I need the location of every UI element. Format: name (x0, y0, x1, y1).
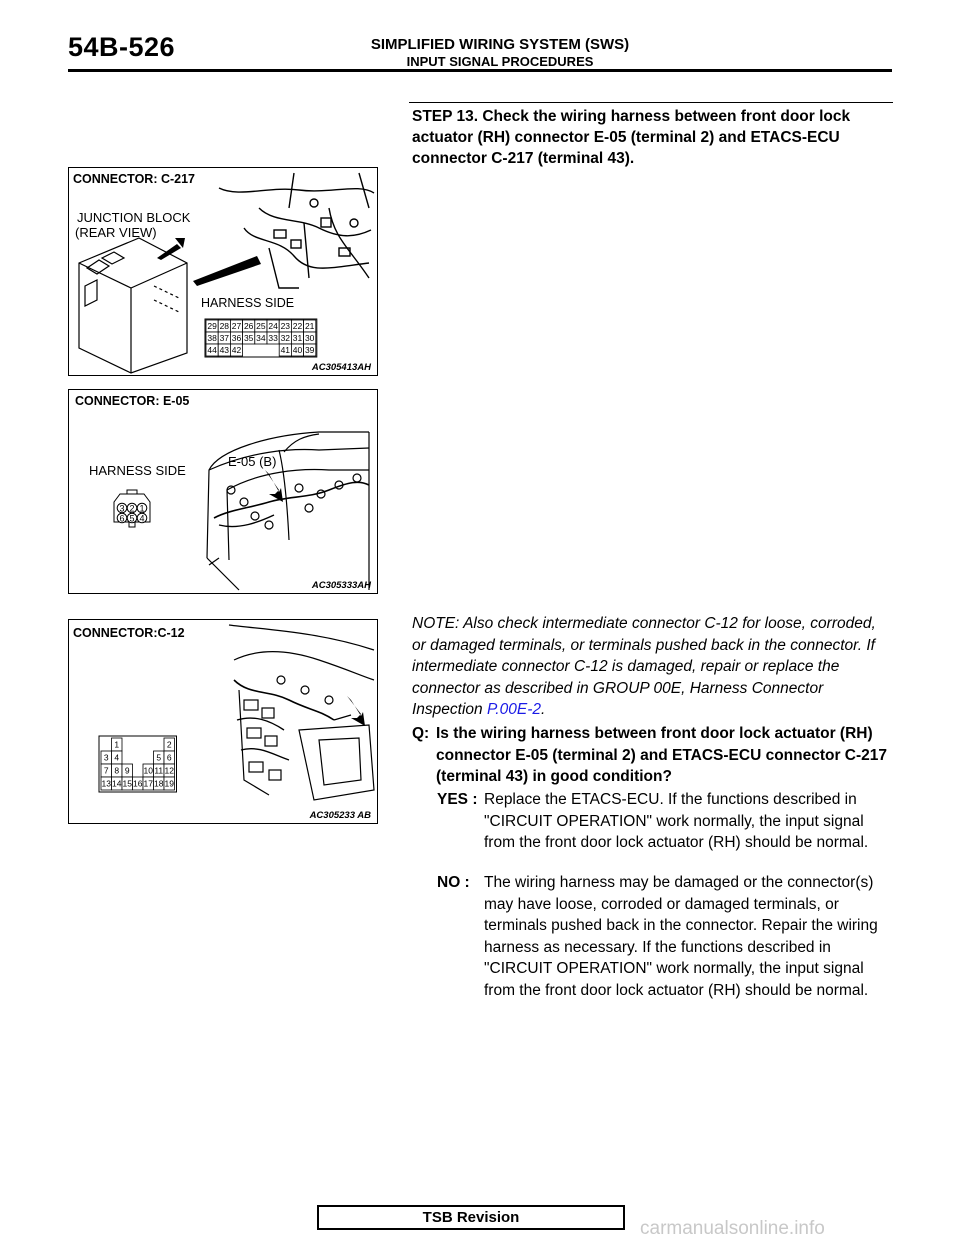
pin-number: 17 (143, 778, 153, 789)
answer-no-text: The wiring harness may be damaged or the connector(s) may have loose, corroded or damaged terminals, or terminals pushed back in the connector. Repair the wiring harness as necessary. If the functions described in "CIRCUIT OPERATION" work normally, the input signal from the front door lock actuator (RH) should be normal. (484, 874, 878, 999)
rear-view-callout: (REAR VIEW) (75, 225, 157, 240)
pin-number: 26 (243, 321, 254, 331)
answer-yes-label: YES : (437, 791, 478, 808)
pin-number: 12 (164, 765, 174, 776)
figure-code-c12: AC305233 AB (309, 810, 371, 821)
connector-label-e05: CONNECTOR: E-05 (75, 394, 190, 408)
figure-code-c217: AC305413AH (311, 362, 371, 373)
pin-number: 2 (166, 739, 172, 750)
pin-number: 30 (304, 333, 315, 343)
pin-number: 5 (129, 513, 135, 524)
answer-no (412, 872, 892, 1001)
section-title: SIMPLIFIED WIRING SYSTEM (SWS) (370, 36, 630, 53)
pin-number: 16 (133, 778, 143, 789)
note-paragraph (412, 613, 892, 721)
page-number: 54B-526 (68, 32, 176, 62)
question-block (412, 723, 892, 788)
section-subtitle: INPUT SIGNAL PROCEDURES (406, 54, 594, 69)
pin-number: 8 (114, 765, 120, 776)
harness-side-label: HARNESS SIDE (89, 463, 186, 478)
pin-number: 35 (243, 333, 254, 343)
pin-number: 6 (119, 513, 125, 524)
pin-number: 36 (231, 333, 242, 343)
pin-number: 13 (101, 778, 111, 789)
pin-number: 22 (292, 321, 303, 331)
pin-number: 4 (139, 513, 145, 524)
pin-number: 28 (219, 321, 230, 331)
pin-number: 29 (207, 321, 217, 331)
pin-number: 11 (154, 765, 164, 776)
pin-number: 6 (166, 752, 172, 763)
pin-number: 9 (124, 765, 130, 776)
pin-number: 10 (143, 765, 153, 776)
answer-no-label: NO : (437, 874, 470, 891)
step-rule (409, 102, 893, 103)
pin-number: 15 (122, 778, 132, 789)
pin-number: 5 (156, 752, 162, 763)
answer-yes (412, 789, 892, 854)
pin-number: 34 (256, 333, 266, 343)
junction-block-callout: JUNCTION BLOCK (77, 210, 191, 225)
pin-number: 38 (207, 333, 217, 343)
connector-c12-pin-grid (99, 736, 177, 792)
figure-code-e05: AC305333AH (311, 580, 371, 591)
connector-label-c217: CONNECTOR: C-217 (73, 172, 196, 186)
pin-number: 24 (268, 321, 278, 331)
connector-label-c12: CONNECTOR:C-12 (73, 626, 185, 640)
connector-e05-pin-grid (117, 503, 147, 523)
note-text: NOTE: Also check intermediate connector C-12 for loose, corroded, or damaged terminals, or terminals pushed back in the connector. If intermediate connector C-12 is damaged, repair or replace the connector as described in GROUP 00E, Harness Connector Inspection (412, 615, 876, 718)
harness-side-label: HARNESS SIDE (201, 296, 295, 310)
pin-number: 37 (219, 333, 230, 343)
tsb-revision-box: TSB Revision (317, 1205, 625, 1230)
pin-number: 25 (256, 321, 266, 331)
pin-number: 7 (103, 765, 109, 776)
pin-number: 43 (219, 345, 230, 355)
pin-number: 27 (231, 321, 242, 331)
answer-yes-text: Replace the ETACS-ECU. If the functions described in "CIRCUIT OPERATION" work normally, the input signal from the front door lock actuator (RH) should be normal. (484, 791, 869, 851)
pin-number: 44 (207, 345, 217, 355)
inspection-link[interactable]: P.00E-2 (486, 701, 541, 718)
e05-callout: E-05 (B) (228, 454, 277, 469)
pin-number: 31 (292, 333, 303, 343)
pin-number: 2 (129, 503, 135, 514)
front-door-illustration (69, 390, 377, 593)
dashboard-illustration (69, 620, 377, 823)
pin-number: 3 (119, 503, 125, 514)
pin-number: 18 (154, 778, 164, 789)
pin-number: 4 (114, 752, 120, 763)
pin-number: 42 (231, 345, 242, 355)
connector-c217-pin-grid (205, 319, 317, 357)
pin-number: 1 (139, 503, 145, 514)
figure-connector-c12 (68, 619, 378, 824)
pin-number: 21 (304, 321, 315, 331)
figure-connector-e05 (68, 389, 378, 594)
pin-number: 14 (112, 778, 122, 789)
pin-number: 1 (114, 739, 120, 750)
pin-number: 39 (304, 345, 315, 355)
pin-number: 23 (280, 321, 291, 331)
pin-number: 19 (164, 778, 174, 789)
watermark: carmanualsonline.info (640, 1218, 825, 1239)
pin-number: 3 (103, 752, 109, 763)
junction-block-illustration (69, 168, 377, 375)
question-label: Q: (412, 725, 430, 742)
pin-number: 32 (280, 333, 291, 343)
pin-number: 33 (268, 333, 278, 343)
pin-number: 41 (280, 345, 291, 355)
step-heading: STEP 13. Check the wiring harness between front door lock actuator (RH) connector E-05 (terminal 2) and ETACS-ECU connector C-217 (terminal 43). (412, 108, 851, 167)
note-end: . (540, 701, 546, 718)
header-rule (68, 69, 892, 72)
question-text: Is the wiring harness between front door lock actuator (RH) connector E-05 (terminal 2) and ETACS-ECU connector C-217 (terminal 43) in good condition? (436, 725, 888, 785)
pin-number: 40 (292, 345, 303, 355)
figure-connector-c217 (68, 167, 378, 376)
